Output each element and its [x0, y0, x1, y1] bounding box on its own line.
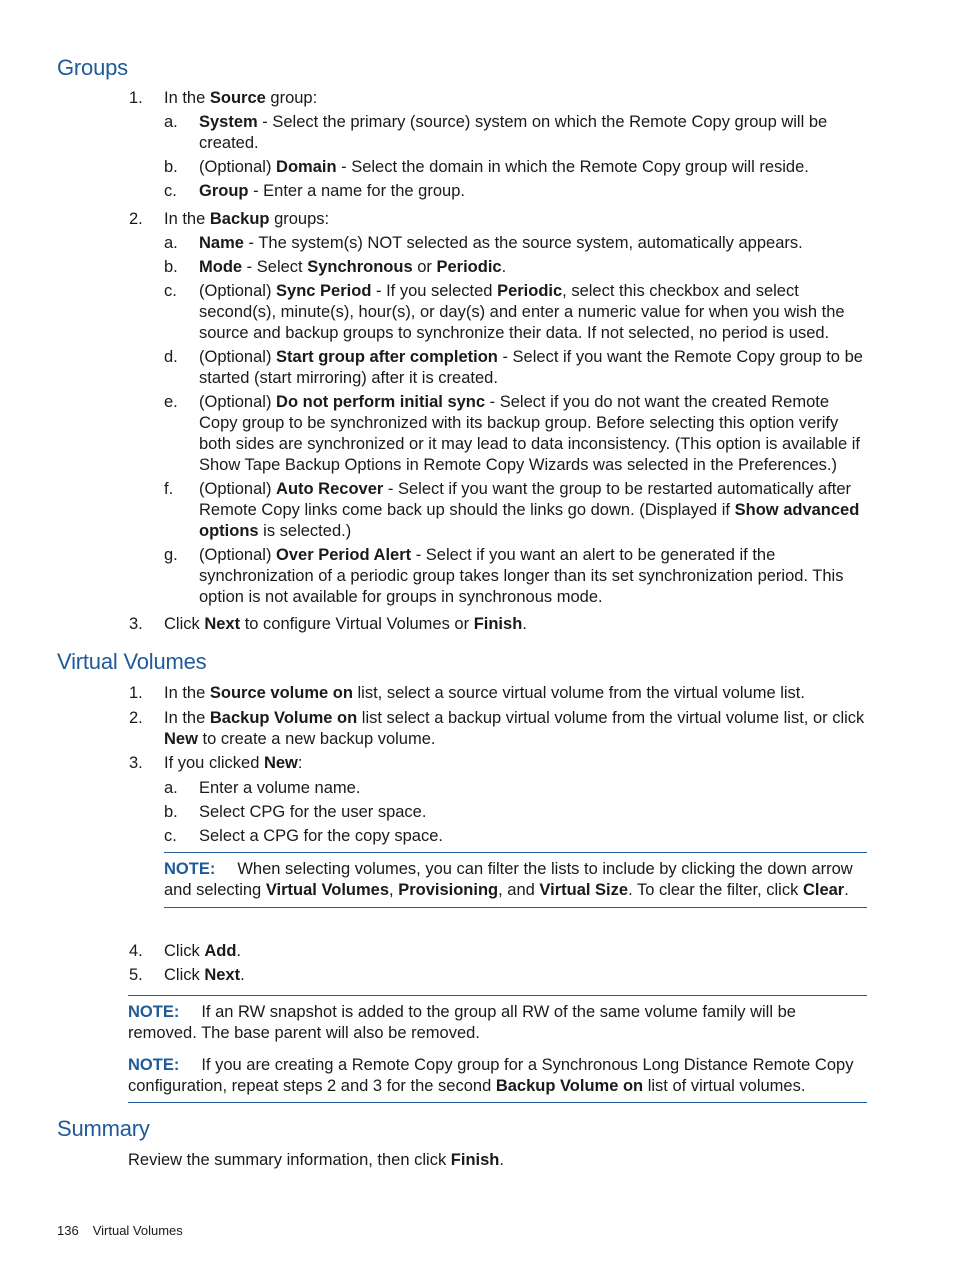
note-synchronous-long-distance: NOTE: If you are creating a Remote Copy group for a Synchronous Long Distance Remote Copy configuration, repeat steps 2 and 3 for the second Backup Volume on list of virtual volumes.: [128, 1056, 854, 1095]
list-item: d. (Optional) Start group after completion - Select if you want the Remote Copy group to be started (start mirroring) after it is created.: [164, 348, 863, 387]
list-item: b. Select CPG for the user space.: [164, 803, 427, 821]
list-item: e. (Optional) Do not perform initial sync - Select if you do not want the created Remote Copy group to be synchronized with its backup group. Before selecting this option verify both sides are synchronized or it may lead to data inconsistency. (This option is available if Show Tape Backup Options in Remote Copy Wizards was selected in the Preferences.): [164, 393, 860, 474]
list-item: 5. Click Next.: [129, 966, 245, 984]
footer-section: Virtual Volumes: [92, 1223, 183, 1238]
page-number: 136: [57, 1223, 79, 1238]
list-item: f. (Optional) Auto Recover - Select if you want the group to be restarted automatically after Remote Copy links come back up should the links go down. (Displayed if Show advanced options is selected.): [164, 480, 860, 540]
note-filter-volumes: NOTE: When selecting volumes, you can filter the lists to include by clicking the down arrow and selecting Virtual Volumes, Provisioning, and Virtual Size. To clear the filter, click Clear.: [164, 852, 867, 908]
groups-list: [0, 88, 954, 638]
list-item: g. (Optional) Over Period Alert - Select if you want an alert to be generated if the synchronization of a periodic group takes longer than its set synchronization period. This option is not available for groups in synchronous mode.: [164, 546, 844, 606]
virtual-volumes-list-cont: [0, 941, 954, 989]
note-label: NOTE:: [164, 860, 216, 878]
note-label: NOTE:: [128, 1003, 180, 1021]
list-item: a. Name - The system(s) NOT selected as the source system, automatically appears.: [164, 234, 803, 252]
summary-text: Review the summary information, then click Finish.: [128, 1151, 504, 1169]
list-item: c. Select a CPG for the copy space.: [164, 827, 443, 845]
list-item: c. Group - Enter a name for the group.: [164, 182, 465, 200]
list-item: c. (Optional) Sync Period - If you selected Periodic, select this checkbox and select second(s), minute(s), hour(s), or day(s) and enter a numeric value for when you wish the source and backup groups to synchronize their data. If not selected, no period is used.: [164, 282, 845, 342]
list-item: 2. In the Backup groups:: [129, 210, 330, 228]
list-item: 4. Click Add.: [129, 942, 242, 960]
heading-virtual-volumes: Virtual Volumes: [57, 649, 207, 674]
list-item: 1. In the Source group:: [129, 89, 318, 107]
virtual-volumes-list: [0, 683, 954, 850]
page-footer: [57, 1223, 183, 1238]
list-item: 3. If you clicked New:: [129, 754, 303, 772]
heading-summary: Summary: [57, 1116, 150, 1141]
list-item: 1. In the Source volume on list, select a source virtual volume from the virtual volume list.: [129, 684, 805, 702]
note-label: NOTE:: [128, 1056, 180, 1074]
note-rw-snapshot: NOTE: If an RW snapshot is added to the group all RW of the same volume family will be removed. The base parent will also be removed.: [128, 1003, 796, 1042]
heading-groups: Groups: [57, 55, 128, 80]
list-item: 3. Click Next to configure Virtual Volumes or Finish.: [129, 615, 527, 633]
list-item: 2. In the Backup Volume on list select a backup virtual volume from the virtual volume list, or click New to create a new backup volume.: [129, 709, 865, 748]
list-item: b. (Optional) Domain - Select the domain in which the Remote Copy group will reside.: [164, 158, 809, 176]
list-item: b. Mode - Select Synchronous or Periodic.: [164, 258, 507, 276]
list-item: a. Enter a volume name.: [164, 779, 361, 797]
list-item: a. System - Select the primary (source) system on which the Remote Copy group will be created.: [164, 113, 828, 152]
